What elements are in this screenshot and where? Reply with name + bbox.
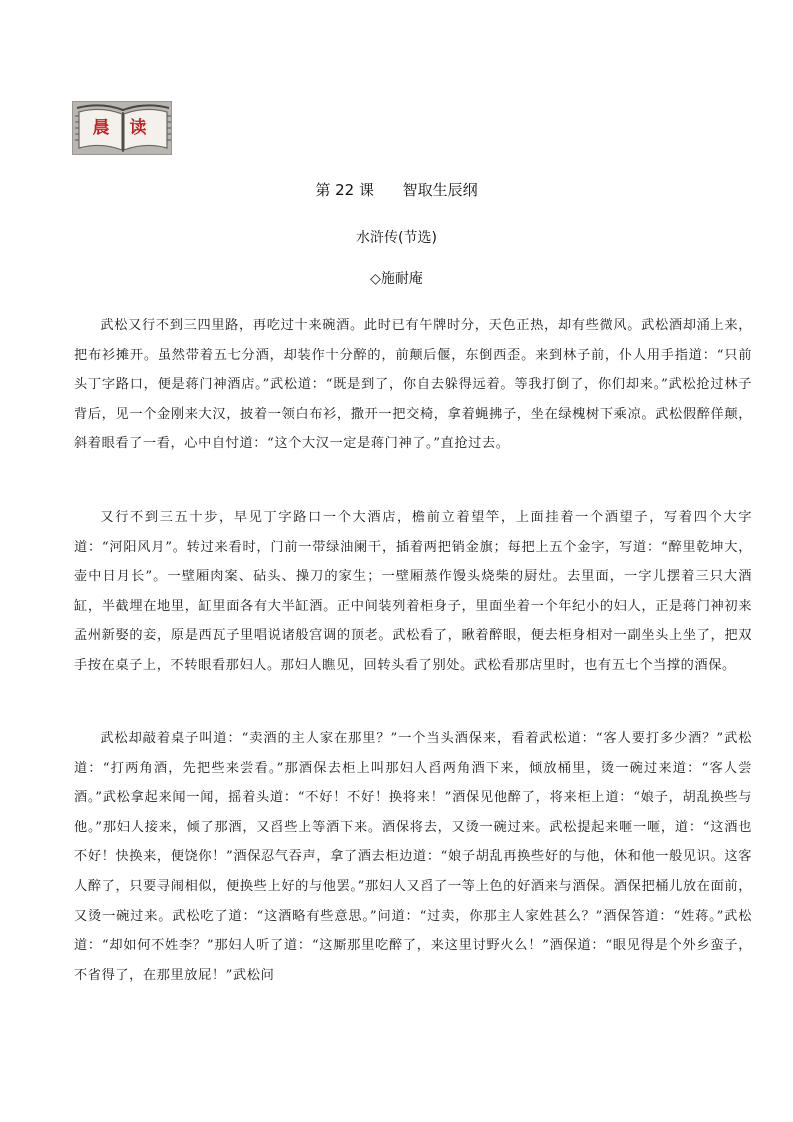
chendu-logo bbox=[72, 101, 172, 155]
paragraph-1: 武松又行不到三四里路，再吃过十来碗酒。此时已有午牌时分，天色正热，却有些微风。武松酒却涌上来，把布衫摊开。虽然带着五七分酒，却装作十分醉的，前颠后偃，东倒西歪。来到林子前，仆人用手指道：“只前头丁字路口，便是蒋门神酒店。”武松道：“既是到了，你自去躲得远着。等我打倒了，你们却来。”武松抢过林子背后，见一个金刚来大汉，披着一领白布衫，撒开一把交椅，拿着蝇拂子，坐在绿槐树下乘凉。武松假醉佯颠，斜着眼看了一看，心中自忖道：“这个大汉一定是蒋门神了。”直抢过去。 bbox=[74, 318, 752, 452]
paragraph-2: 又行不到三五十步，早见丁字路口一个大酒店，檐前立着望竿，上面挂着一个酒望子，写着四个大字道：“河阳风月”。转过来看时，门前一带绿油阑干，插着两把销金旗；每把上五个金字，写道：“醉里乾坤大，壶中日月长”。一壁厢肉案、砧头、操刀的家生；一壁厢蒸作馒头烧柴的厨灶。去里面，一字儿摆着三只大酒缸，半截埋在地里，缸里面各有大半缸酒。正中间装列着柜身子，里面坐着一个年纪小的妇人，正是蒋门神初来孟州新娶的妾，原是西瓦子里唱说诸般宫调的顶老。武松看了，瞅着醉眼，便去柜身相对一副坐头上坐了，把双手按在桌子上，不转眼看那妇人。那妇人瞧见，回转头看了别处。武松看那店里时，也有五七个当撑的酒保。 bbox=[74, 510, 752, 673]
logo-char-du: 读 bbox=[129, 118, 147, 138]
logo-char-chen: 晨 bbox=[92, 118, 110, 138]
open-book-icon bbox=[73, 102, 173, 156]
source-title: 水浒传(节选) bbox=[356, 230, 437, 246]
paragraph-3: 武松却敲着桌子叫道：“卖酒的主人家在那里？”一个当头酒保来，看着武松道：“客人要打多少酒？”武松道：“打两角酒，先把些来尝看。”那酒保去柜上叫那妇人舀两角酒下来，倾放桶里，烫一碗过来道：“客人尝酒。”武松拿起来闻一闻，摇着头道：“不好！不好！换将来！”酒保见他醉了，将来柜上道：“娘子，胡乱换些与他。”那妇人接来，倾了那酒，又舀些上等酒下来。酒保将去，又烫一碗过来。武松提起来咂一咂，道：“这酒也不好！快换来，便饶你！”酒保忍气吞声，拿了酒去柜边道：“娘子胡乱再换些好的与他，休和他一般见识。这客人醉了，只要寻闹相似，便换些上好的与他罢。”那妇人又舀了一等上色的好酒来与酒保。酒保把桶儿放在面前，又烫一碗过来。武松吃了道：“这酒略有些意思。”问道：“过卖，你那主人家姓甚么？”酒保答道：“姓蒋。”武松道：“却如何不姓李？”那妇人听了道：“这厮那里吃醉了，来这里讨野火么！”酒保道：“眼见得是个外乡蛮子，不省得了，在那里放屁！”武松问 bbox=[74, 731, 752, 983]
lesson-title: 第 22 课 智取生辰纲 bbox=[315, 181, 478, 199]
author-line: ◇施耐庵 bbox=[370, 271, 423, 287]
